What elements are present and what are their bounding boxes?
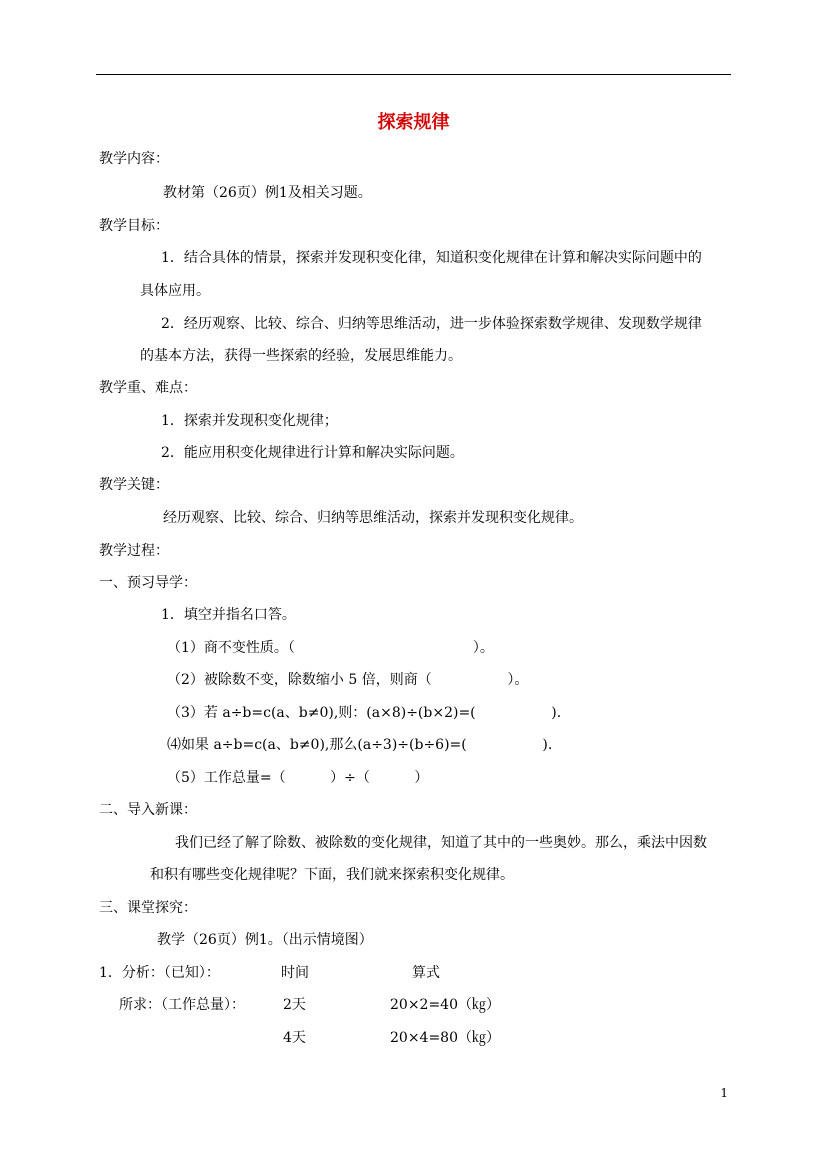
table-cell-label: 1．分析：（已知）： (99, 965, 220, 981)
page-number: 1 (720, 1086, 728, 1100)
table-cell-label: 所求：（工作总量）： (119, 997, 245, 1013)
text-line: 教材第（26页）例1及相关习题。 (163, 185, 372, 201)
table-cell-time: 时间 (281, 965, 309, 981)
text-line: （1）商不变性质。（ ）。 (167, 640, 494, 656)
text-line: 教学关键： (99, 477, 169, 493)
text-line: 教学目标： (99, 218, 169, 234)
text-line: ⑷如果 a÷b=c(a、b≠0),那么(a÷3)÷(b÷6)=( ). (167, 737, 553, 753)
text-line: 和积有哪些变化规律呢？下面，我们就来探索积变化规律。 (150, 867, 514, 883)
text-line: 教学过程： (99, 543, 169, 559)
text-line: 2．经历观察、比较、综合、归纳等思维活动，进一步体验探索数学规律、发现数学规律 (161, 316, 702, 332)
text-line: 教学内容： (99, 151, 169, 167)
text-line: 1．结合具体的情景，探索并发现积变化律，知道积变化规律在计算和解决实际问题中的 (161, 250, 702, 266)
text-line: （5）工作总量=（ ）÷（ ） (167, 770, 429, 786)
text-line: 的基本方法，获得一些探索的经验，发展思维能力。 (140, 348, 462, 364)
text-line: 二、导入新课： (99, 802, 197, 818)
text-line: （3）若 a÷b=c(a、b≠0),则：(a×8)÷(b×2)=( ). (167, 705, 562, 721)
document-title: 探索规律 (377, 112, 450, 133)
text-line: 具体应用。 (140, 283, 210, 299)
text-line: 一、预习导学： (99, 575, 197, 591)
text-line: 三、课堂探究： (99, 900, 197, 916)
text-line: 2．能应用积变化规律进行计算和解决实际问题。 (161, 445, 464, 461)
table-cell-formula: 算式 (412, 965, 440, 981)
text-line: 1．探索并发现积变化规律； (161, 413, 338, 429)
text-line: 教学重、难点： (99, 380, 197, 396)
table-cell-formula: 20×4=80（㎏） (390, 1030, 500, 1046)
text-line: 我们已经了解了除数、被除数的变化规律，知道了其中的一些奥妙。那么，乘法中因数 (175, 835, 707, 851)
header-rule (96, 74, 731, 75)
table-cell-time: 2天 (283, 997, 306, 1013)
text-line: （2）被除数不变，除数缩小 5 倍，则商（ ）。 (167, 672, 529, 688)
text-line: 教学（26页）例1。（出示情境图） (157, 932, 373, 948)
text-line: 经历观察、比较、综合、归纳等思维活动，探索并发现积变化规律。 (163, 510, 583, 526)
table-cell-formula: 20×2=40（㎏） (390, 997, 500, 1013)
text-line: 1．填空并指名口答。 (161, 607, 296, 623)
table-cell-time: 4天 (283, 1030, 306, 1046)
